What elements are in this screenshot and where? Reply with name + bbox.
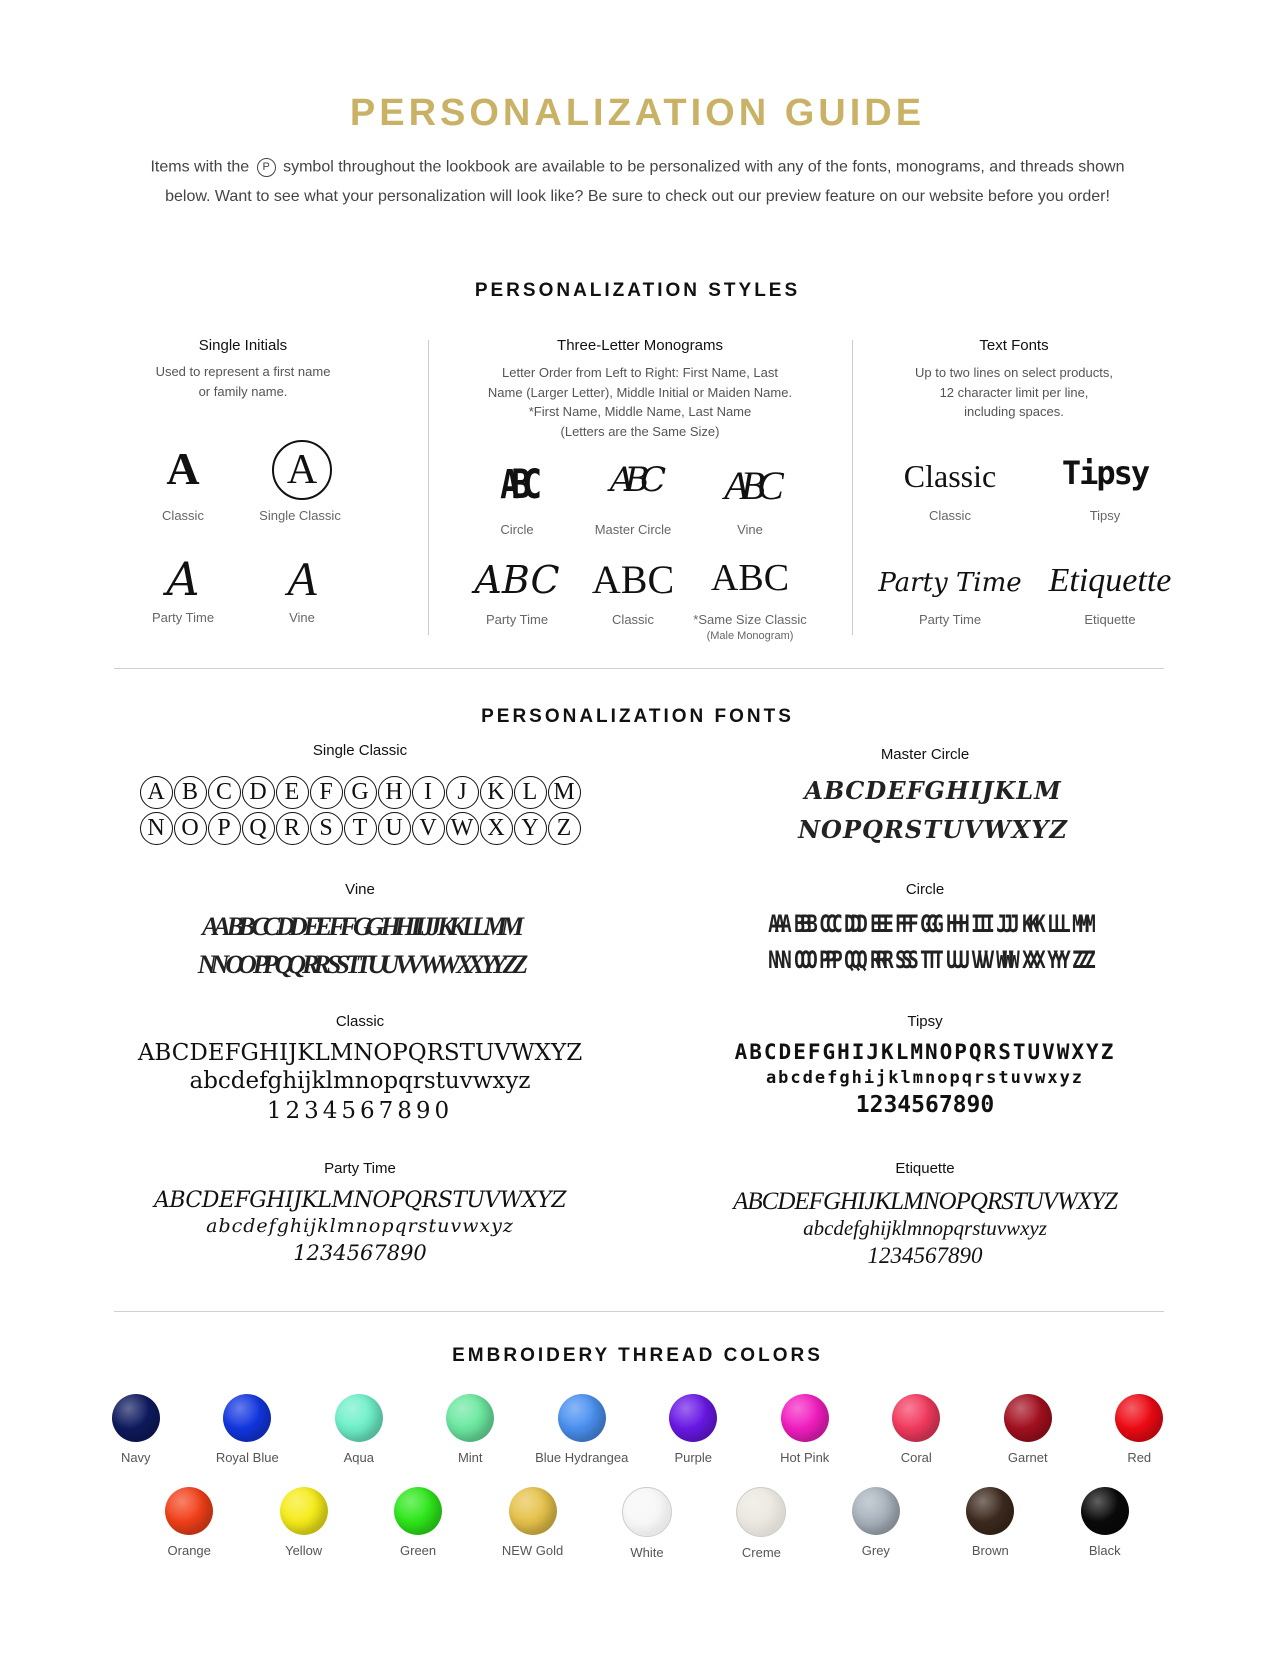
party-time-numbers: 1234567890: [293, 1241, 427, 1265]
threads-heading: EMBROIDERY THREAD COLORS: [452, 1345, 823, 1366]
single-style-label: Single Classic: [259, 508, 341, 523]
circle-row-1: [670, 910, 1190, 938]
mono-letter: E: [887, 776, 901, 805]
mono-letter: OOO: [793, 946, 813, 974]
mono-letter: NN: [197, 950, 224, 979]
desc-line: or family name.: [198, 383, 288, 399]
mono-letter: CCC: [819, 910, 839, 938]
section-divider: [114, 668, 1164, 669]
three-letter-desc: [440, 363, 840, 441]
thread-color-circle: [669, 1394, 717, 1442]
single-initials-title: Single Initials: [198, 337, 288, 354]
styles-heading: PERSONALIZATION STYLES: [474, 280, 801, 301]
circle-letter: P: [208, 812, 241, 845]
thread-swatch: [303, 1394, 415, 1465]
thread-swatch: [526, 1394, 638, 1465]
mono-letter: A: [804, 776, 818, 805]
circle-letter: E: [276, 776, 309, 809]
circle-letter: H: [378, 776, 411, 809]
thread-color-circle: [558, 1394, 606, 1442]
thread-color-circle: [446, 1394, 494, 1442]
mono-letter: GG: [353, 912, 379, 941]
circle-letter: F: [310, 776, 343, 809]
thread-swatch: [749, 1394, 861, 1465]
thread-label: Mint: [457, 1450, 483, 1465]
vine-sample: [110, 912, 610, 980]
mono-letter: DD: [276, 912, 302, 941]
mono-style-label: *Same Size Classic: [693, 612, 807, 627]
mono-letter: O: [821, 815, 837, 844]
mono-letter: II: [411, 912, 420, 941]
thread-swatch: [361, 1487, 475, 1560]
mono-letter: VV: [395, 950, 418, 979]
desc-line: including spaces.: [964, 404, 1064, 419]
tipsy-sample: [670, 1040, 1180, 1118]
vine-title: Vine: [345, 881, 375, 898]
mono-letter: N: [798, 815, 816, 844]
thread-label: Grey: [861, 1543, 890, 1558]
master-circle-row-1: [680, 776, 1180, 805]
single-classic-row-2: [110, 812, 610, 845]
single-initials-desc: [118, 362, 368, 401]
desc-line: (Letters are the Same Size): [560, 423, 720, 439]
thread-color-circle: [622, 1487, 672, 1537]
circle-row-2: [670, 946, 1190, 974]
mono-letter: TT: [345, 950, 366, 979]
circle-letter: K: [480, 776, 513, 809]
mono-same-size-glyph: ABC: [710, 557, 790, 599]
thread-color-circle: [223, 1394, 271, 1442]
classic-lowercase: abcdefghijklmnopqrstuvwxyz: [189, 1068, 531, 1094]
desc-line: Up to two lines on select products,: [915, 365, 1113, 380]
thread-label: Brown: [971, 1543, 1009, 1558]
party-time-title: Party Time: [324, 1160, 396, 1177]
thread-color-circle: [335, 1394, 383, 1442]
thread-swatch: [132, 1487, 246, 1560]
master-circle-row-2: [680, 815, 1180, 844]
mono-style-label: Vine: [737, 522, 763, 537]
circle-letter: R: [276, 812, 309, 845]
mono-master-circle-glyph: ABC: [609, 460, 657, 500]
thread-row-1: [80, 1394, 1195, 1465]
thread-label: Orange: [167, 1543, 211, 1558]
thread-color-circle: [966, 1487, 1014, 1535]
mono-letter: Q: [862, 815, 878, 844]
master-circle-sample: [680, 776, 1180, 844]
page-title: PERSONALIZATION GUIDE: [349, 92, 926, 134]
mono-letter: Z: [1049, 815, 1062, 844]
intro-line-1: [80, 158, 1195, 177]
single-partytime-glyph: A: [166, 552, 200, 606]
mono-letter: EE: [303, 912, 327, 941]
thread-color-circle: [1115, 1394, 1163, 1442]
mono-letter: C: [845, 776, 860, 805]
etiquette-lowercase: abcdefghijklmnopqrstuvwxyz: [803, 1216, 1047, 1240]
mono-letter: D: [865, 776, 882, 805]
mono-letter: Y: [1031, 815, 1044, 844]
mono-letter: HHH: [945, 910, 965, 938]
thread-row-2: [132, 1487, 1162, 1560]
mono-letter: BBB: [793, 910, 813, 938]
desc-line: *First Name, Middle Name, Last Name: [528, 404, 752, 419]
fonts-heading: PERSONALIZATION FONTS: [481, 706, 794, 727]
circle-letter: Q: [242, 812, 275, 845]
thread-label: Coral: [900, 1450, 932, 1465]
thread-swatch: [590, 1487, 704, 1560]
text-fonts-title: Text Fonts: [979, 337, 1049, 354]
tipsy-uppercase: ABCDEFGHIJKLMNOPQRSTUVWXYZ: [734, 1040, 1116, 1064]
master-circle-title: Master Circle: [880, 746, 970, 763]
mono-letter: P: [842, 815, 856, 844]
thread-color-circle: [394, 1487, 442, 1535]
thread-color-circle: [892, 1394, 940, 1442]
thread-label: Green: [400, 1543, 437, 1558]
thread-label: Garnet: [1007, 1450, 1048, 1465]
mono-letter: S: [904, 815, 918, 844]
mono-letter: BB: [226, 912, 250, 941]
vine-row-1: [110, 912, 610, 942]
tipsy-title: Tipsy: [907, 1013, 943, 1030]
etiquette-sample: [670, 1188, 1180, 1269]
thread-label: Hot Pink: [780, 1450, 830, 1465]
mono-letter: R: [883, 815, 899, 844]
mono-letter: M: [1034, 776, 1056, 805]
mono-letter: ZZZ: [1072, 946, 1092, 974]
intro-line1-post: symbol throughout the lookbook are available to be personalized with any of the fonts, monograms, and threads shown: [283, 158, 1125, 176]
mono-style-label: Classic: [612, 612, 654, 627]
text-style-label: Tipsy: [1089, 508, 1121, 523]
classic-numbers: 1234567890: [266, 1098, 454, 1124]
single-style-label: Party Time: [151, 610, 215, 625]
desc-line: Name (Larger Letter), Middle Initial or Maiden Name.: [487, 384, 793, 400]
mono-letter: U: [942, 815, 958, 844]
party-time-lowercase: abcdefghijklmnopqrstuvwxyz: [206, 1215, 514, 1237]
mono-letter: JJJ: [996, 910, 1016, 938]
mono-letter: W: [983, 815, 1006, 844]
circle-title: Circle: [905, 881, 945, 898]
thread-label: Yellow: [285, 1543, 323, 1558]
thread-swatch: [638, 1394, 750, 1465]
mono-letter: PP: [252, 950, 273, 979]
thread-swatch: [246, 1487, 360, 1560]
mono-letter: J: [981, 776, 989, 805]
thread-swatch: [415, 1394, 527, 1465]
mono-letter: WWW: [996, 946, 1016, 974]
classic-title: Classic: [335, 1013, 385, 1030]
thread-color-circle: [280, 1487, 328, 1535]
mono-letter: TTT: [920, 946, 940, 974]
mono-letter: ZZ: [502, 950, 523, 979]
thread-label: Purple: [674, 1450, 713, 1465]
mono-letter: KK: [437, 912, 460, 941]
circle-letter: A: [140, 776, 173, 809]
vine-row-2: [110, 950, 610, 980]
party-time-sample: [100, 1188, 620, 1265]
mono-classic-glyph: ABC: [591, 557, 675, 602]
circle-letter: L: [514, 776, 547, 809]
thread-color-circle: [165, 1487, 213, 1535]
thread-swatch: [933, 1487, 1047, 1560]
mono-letter: T: [923, 815, 937, 844]
thread-label: Royal Blue: [215, 1450, 279, 1465]
tipsy-lowercase: abcdefghijklmnopqrstuvwxyz: [765, 1068, 1085, 1088]
text-style-label: Etiquette: [1084, 612, 1136, 627]
mono-letter: SSS: [895, 946, 915, 974]
mono-letter: UU: [367, 950, 394, 979]
thread-swatch: [475, 1487, 589, 1560]
mono-letter: NNN: [768, 946, 788, 974]
etiquette-numbers: 1234567890: [867, 1243, 983, 1268]
circle-letter: I: [412, 776, 445, 809]
mono-circle-glyph: ABC: [500, 462, 534, 508]
thread-label: Creme: [741, 1545, 781, 1560]
mono-letter: QQ: [274, 950, 301, 979]
single-classic-glyph: A: [166, 443, 200, 494]
single-circle-glyph: A: [272, 440, 332, 500]
text-etiquette-glyph: Etiquette: [1048, 562, 1172, 599]
mono-letter: KKK: [1021, 910, 1041, 938]
mono-style-label: Party Time: [485, 612, 549, 627]
thread-label: Blue Hydrangea: [535, 1450, 629, 1465]
mono-letter: B: [823, 776, 840, 805]
text-style-label: Classic: [929, 508, 971, 523]
circle-letter: O: [174, 812, 207, 845]
mono-letter: WW: [419, 950, 455, 979]
personalize-p-icon: P: [257, 158, 276, 177]
circle-letter: N: [140, 812, 173, 845]
thread-swatch: [819, 1487, 933, 1560]
mono-style-label: Circle: [500, 522, 534, 537]
mono-letter: L: [1016, 776, 1029, 805]
mono-style-sublabel: (Male Monogram): [706, 630, 794, 642]
thread-color-circle: [781, 1394, 829, 1442]
thread-label: Red: [1127, 1450, 1152, 1465]
circle-sample: [670, 910, 1190, 974]
mono-letter: XX: [456, 950, 479, 979]
text-fonts-desc: [874, 363, 1154, 422]
mono-style-label: Master Circle: [594, 522, 672, 537]
circle-letter: G: [344, 776, 377, 809]
mono-letter: AA: [202, 912, 225, 941]
circle-letter: D: [242, 776, 275, 809]
classic-uppercase: ABCDEFGHIJKLMNOPQRSTUVWXYZ: [137, 1040, 583, 1066]
tipsy-numbers: 1234567890: [855, 1092, 995, 1118]
thread-color-circle: [1004, 1394, 1052, 1442]
text-partytime-glyph: Party Time: [878, 568, 1022, 598]
etiquette-title: Etiquette: [895, 1160, 955, 1177]
party-time-uppercase: ABCDEFGHIJKLMNOPQRSTUVWXYZ: [153, 1188, 567, 1213]
text-classic-glyph: Classic: [903, 458, 997, 494]
desc-line: Used to represent a first name: [155, 364, 331, 379]
thread-label: Black: [1088, 1543, 1121, 1558]
thread-color-circle: [736, 1487, 786, 1537]
mono-letter: FF: [328, 912, 352, 941]
mono-letter: MM: [483, 912, 518, 941]
desc-line: 12 character limit per line,: [939, 384, 1089, 400]
circle-letter: T: [344, 812, 377, 845]
desc-line: Letter Order from Left to Right: First Name, Last: [502, 365, 778, 380]
thread-swatch: [704, 1487, 818, 1560]
circle-letter: M: [548, 776, 581, 809]
column-divider: [428, 340, 429, 635]
mono-letter: F: [906, 776, 919, 805]
mono-letter: YY: [480, 950, 501, 979]
single-classic-title: Single Classic: [312, 742, 408, 759]
circle-letter: J: [446, 776, 479, 809]
mono-letter: G: [924, 776, 941, 805]
mono-letter: V: [964, 815, 978, 844]
circle-letter: Z: [548, 812, 581, 845]
single-style-label: Classic: [162, 508, 204, 523]
thread-label: White: [630, 1545, 664, 1560]
thread-swatch: [861, 1394, 973, 1465]
thread-color-circle: [852, 1487, 900, 1535]
mono-letter: LLL: [1047, 910, 1067, 938]
mono-letter: HH: [380, 912, 410, 941]
intro-line-2: below. Want to see what your personalization will look like? Be sure to check out our preview feature on our website before you order!: [165, 188, 1110, 205]
single-classic-row-1: [110, 776, 610, 809]
mono-letter: VVV: [971, 946, 991, 974]
mono-letter: UUU: [945, 946, 965, 974]
mono-letter: CC: [251, 912, 275, 941]
mono-letter: X: [1011, 815, 1026, 844]
mono-letter: MMM: [1072, 910, 1092, 938]
mono-letter: K: [994, 776, 1011, 805]
mono-letter: H: [946, 776, 964, 805]
mono-partytime-glyph: ABC: [474, 558, 560, 602]
single-vine-glyph: A: [287, 553, 317, 606]
circle-letter: C: [208, 776, 241, 809]
circle-letter: B: [174, 776, 207, 809]
mono-letter: FFF: [895, 910, 915, 938]
thread-color-circle: [1081, 1487, 1129, 1535]
thread-swatch: [1084, 1394, 1196, 1465]
text-style-label: Party Time: [918, 612, 982, 627]
mono-letter: III: [971, 910, 991, 938]
mono-letter: RRR: [869, 946, 889, 974]
mono-letter: XXX: [1021, 946, 1041, 974]
mono-vine-glyph: ABC: [724, 463, 776, 508]
thread-color-circle: [509, 1487, 557, 1535]
mono-letter: EEE: [869, 910, 889, 938]
thread-color-circle: [112, 1394, 160, 1442]
thread-swatch: [192, 1394, 304, 1465]
mono-letter: JJ: [421, 912, 436, 941]
mono-letter: PPP: [819, 946, 839, 974]
single-classic-sample: [110, 776, 610, 845]
etiquette-uppercase: ABCDEFGHIJKLMNOPQRSTUVWXYZ: [733, 1188, 1117, 1215]
text-tipsy-glyph: Tipsy: [1061, 454, 1149, 492]
mono-letter: OO: [225, 950, 251, 979]
mono-letter: YYY: [1047, 946, 1067, 974]
mono-letter: DDD: [844, 910, 864, 938]
section-divider: [114, 1311, 1164, 1312]
mono-letter: SS: [326, 950, 344, 979]
circle-letter: U: [378, 812, 411, 845]
circle-letter: S: [310, 812, 343, 845]
thread-label: Aqua: [343, 1450, 374, 1465]
circle-letter: V: [412, 812, 445, 845]
mono-letter: QQQ: [844, 946, 864, 974]
mono-letter: GGG: [920, 910, 940, 938]
thread-swatch: [972, 1394, 1084, 1465]
mono-letter: LL: [461, 912, 482, 941]
circle-letter: W: [446, 812, 479, 845]
intro-line1-pre: Items with the: [150, 158, 250, 176]
circle-letter: X: [480, 812, 513, 845]
classic-sample: [100, 1040, 620, 1124]
thread-label: Navy: [120, 1450, 151, 1465]
circle-letter: Y: [514, 812, 547, 845]
column-divider: [852, 340, 853, 635]
thread-label: NEW Gold: [501, 1543, 564, 1558]
mono-letter: I: [969, 776, 976, 805]
single-style-label: Vine: [289, 610, 315, 625]
thread-swatch: [1048, 1487, 1162, 1560]
three-letter-title: Three-Letter Monograms: [557, 337, 723, 354]
mono-letter: RR: [302, 950, 325, 979]
thread-swatch: [80, 1394, 192, 1465]
mono-letter: AAA: [768, 910, 788, 938]
